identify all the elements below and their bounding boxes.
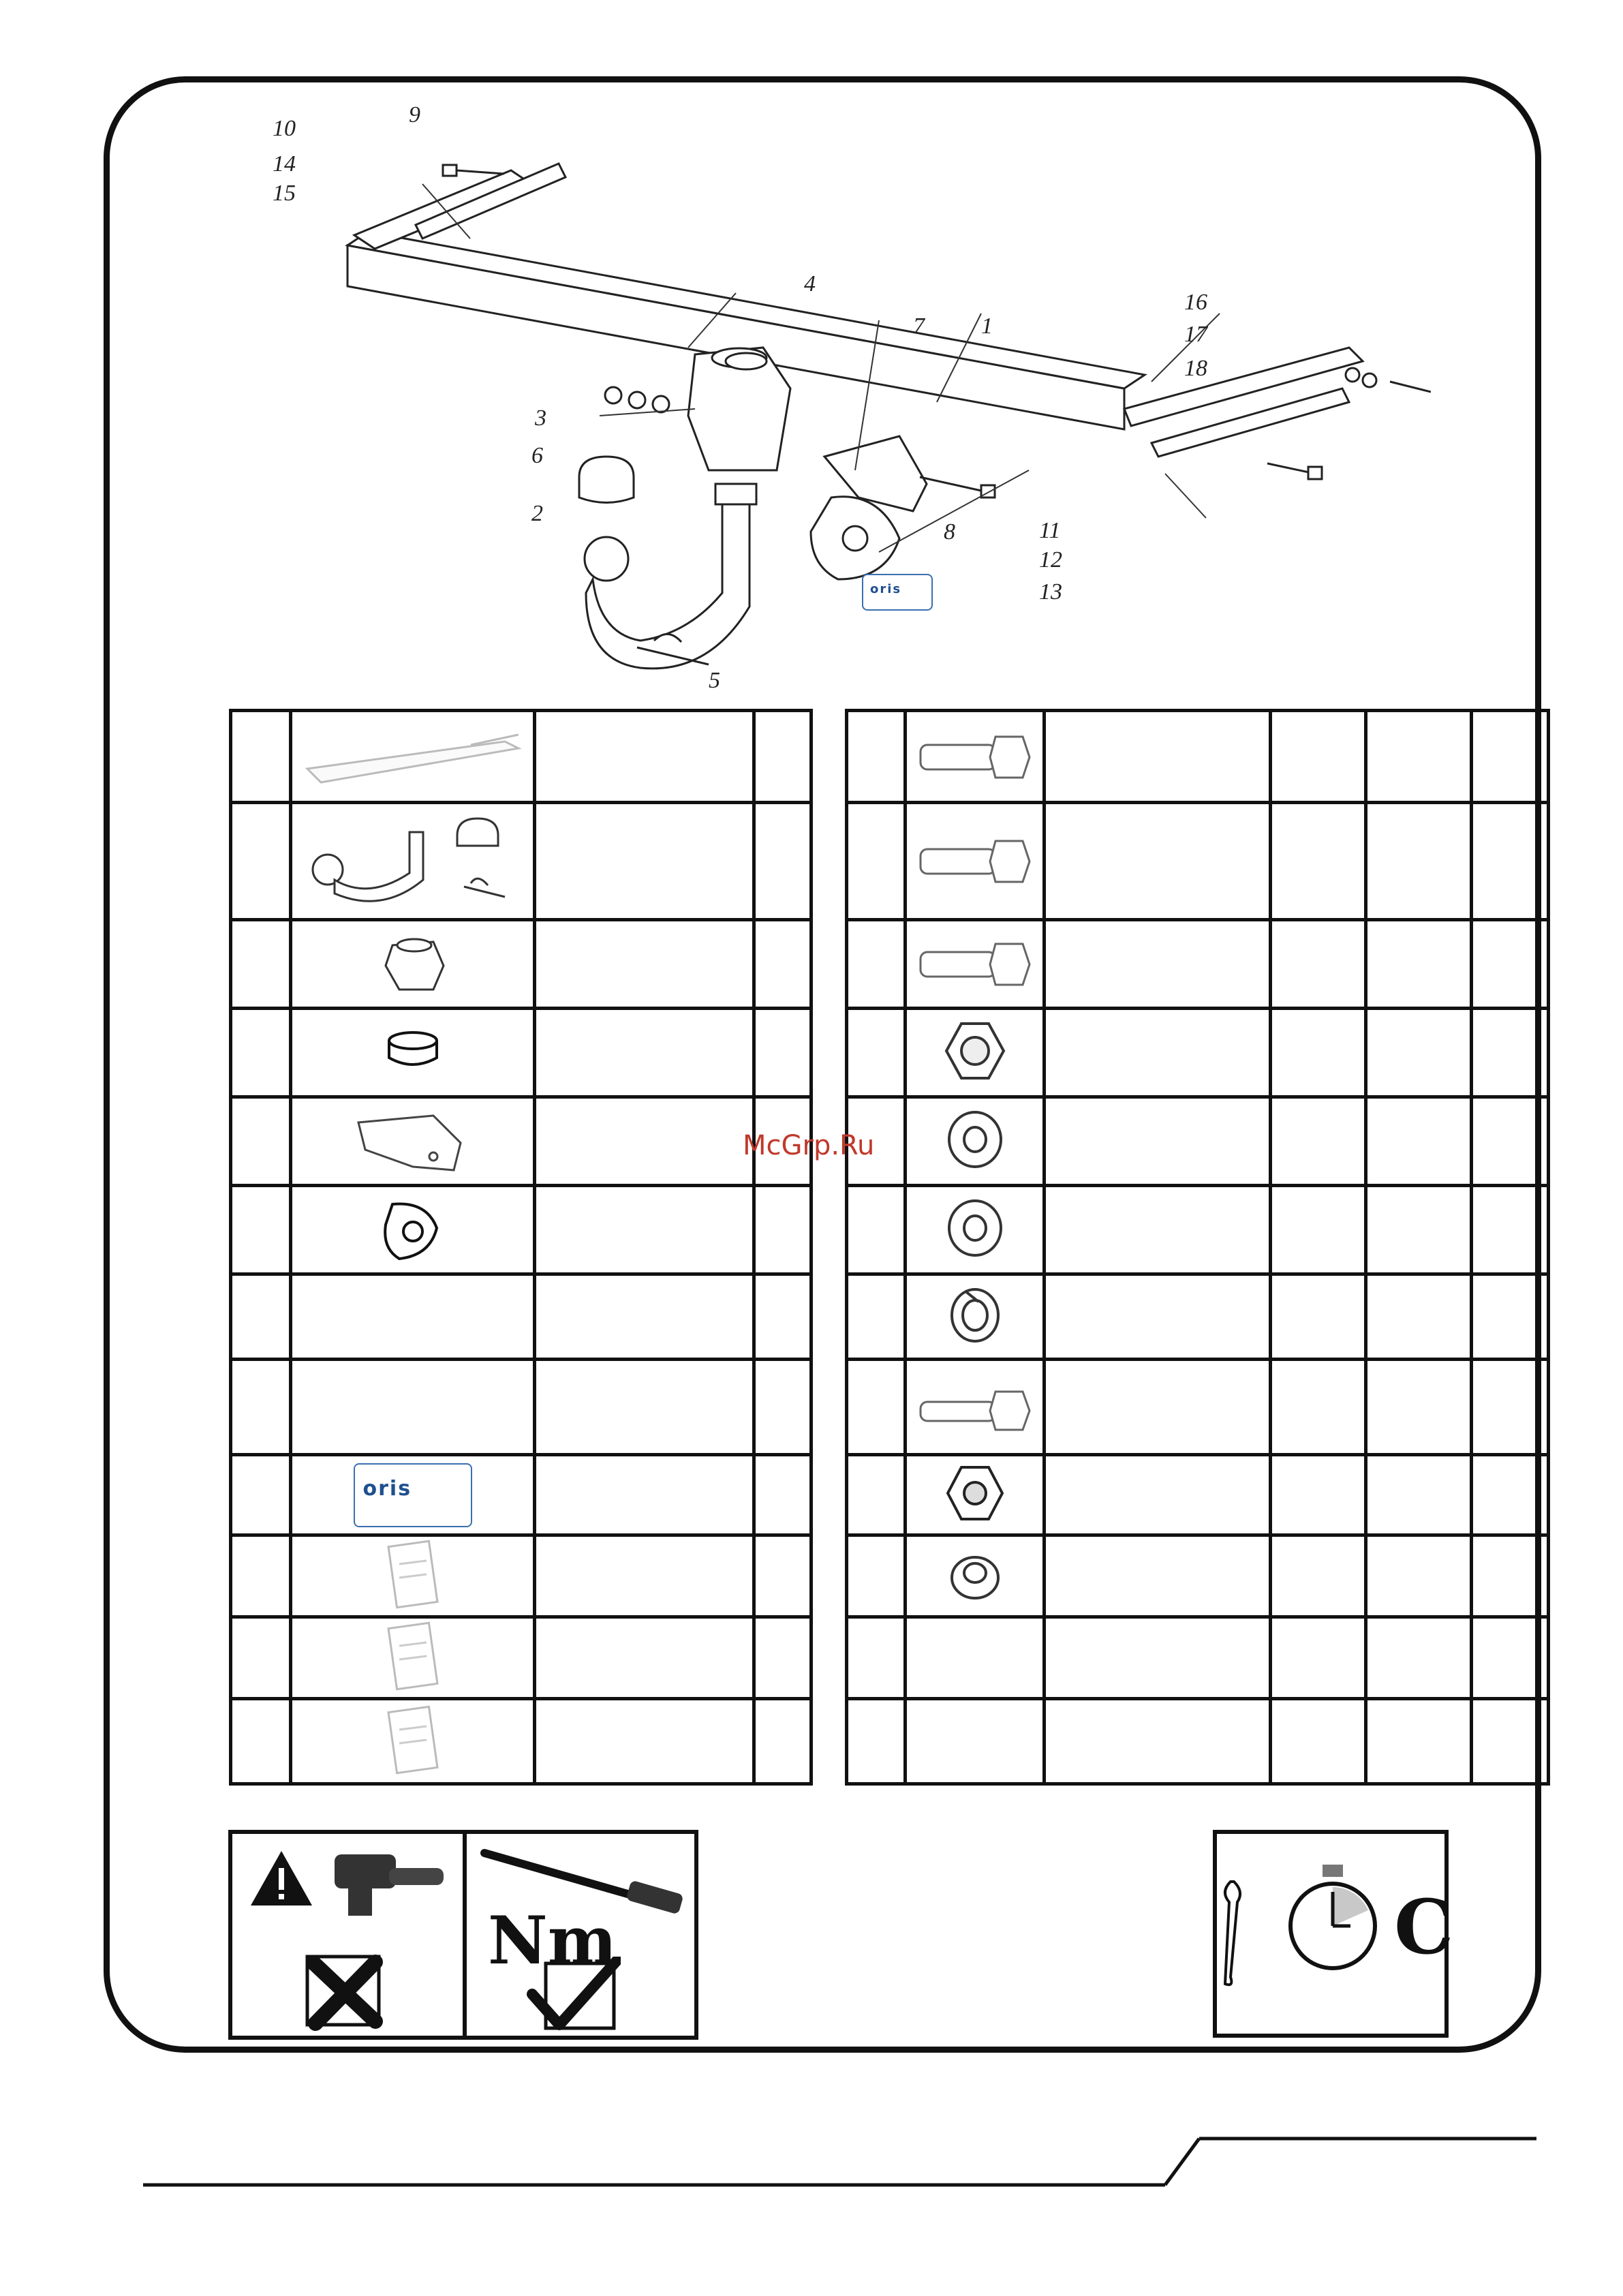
callout-3: 3 [535, 405, 546, 431]
table-row [231, 1617, 812, 1699]
callout-5: 5 [709, 668, 720, 693]
callout-14: 14 [273, 151, 296, 177]
manual-thumbnail [291, 1699, 535, 1784]
callout-8: 8 [944, 519, 955, 545]
warning-icon [247, 1848, 315, 1909]
table-row [847, 1009, 1549, 1097]
page-bottom-rule [143, 2119, 1540, 2201]
callout-4: 4 [804, 271, 816, 296]
torque-label: Nm [488, 1902, 617, 1979]
impact-wrench-icon [321, 1841, 457, 1923]
table-row [847, 1617, 1549, 1699]
manual-thumbnail [291, 1535, 535, 1617]
hex-nut-thumbnail [906, 1009, 1045, 1097]
table-row [231, 920, 812, 1009]
ball-cap [579, 457, 634, 503]
thick-washer-thumbnail [906, 1535, 1045, 1617]
manual-thumbnail [291, 1617, 535, 1699]
callout-13: 13 [1039, 579, 1062, 604]
table-row [231, 1360, 812, 1455]
callout-10: 10 [273, 116, 296, 141]
ball [585, 537, 628, 581]
left-arm [354, 170, 531, 249]
table-row [847, 1699, 1549, 1784]
table-row [231, 711, 812, 803]
socket-plate-thumbnail [291, 1186, 535, 1274]
table-row [847, 1455, 1549, 1535]
callout-16: 16 [1184, 290, 1207, 315]
bolt-short-thumbnail [906, 920, 1045, 1009]
watermark: McGrp.Ru [743, 1130, 875, 1161]
table-row [847, 711, 1549, 803]
callout-6: 6 [531, 443, 543, 468]
parts-table-left [229, 709, 813, 1786]
ball-neck-thumbnail [291, 803, 535, 920]
oris-card-thumbnail: oris [291, 1455, 535, 1535]
table-row [231, 1097, 812, 1186]
callout-2: 2 [531, 501, 543, 526]
stopwatch-icon [1285, 1861, 1380, 1970]
flat-washer-thumbnail [906, 1097, 1045, 1186]
bolt-thin-thumbnail [906, 1360, 1045, 1455]
table-row [231, 1009, 812, 1097]
receiver-thumbnail [291, 920, 535, 1009]
time-unit: C [1394, 1883, 1454, 1971]
lock-nut-thumbnail [906, 1455, 1045, 1535]
callout-18: 18 [1184, 356, 1207, 381]
right-arm [1124, 348, 1363, 426]
table-row [847, 1097, 1549, 1186]
table-row [231, 1535, 812, 1617]
table-row [847, 920, 1549, 1009]
callout-12: 12 [1039, 547, 1062, 572]
time-box [1213, 1830, 1454, 2038]
allowed-icon [525, 1957, 621, 2035]
tool-warning-box [228, 1830, 698, 2040]
table-row [847, 803, 1549, 920]
crossbeam-thumbnail [291, 711, 535, 803]
callout-7: 7 [913, 313, 925, 339]
callout-9: 9 [409, 102, 420, 127]
table-row [847, 1274, 1549, 1360]
table-row [231, 1699, 812, 1784]
table-row [847, 1535, 1549, 1617]
spring-washer-thumbnail [906, 1274, 1045, 1360]
table-row [231, 1274, 812, 1360]
table-row [231, 803, 812, 920]
bolt-medium-thumbnail [906, 803, 1045, 920]
bolt-long-thumbnail [906, 711, 1045, 803]
socket-bracket-thumbnail [291, 1097, 535, 1186]
table-row [231, 1186, 812, 1274]
bushing-thumbnail [291, 1009, 535, 1097]
wrench-icon [1217, 1875, 1251, 1991]
table-row [847, 1360, 1549, 1455]
diagram-oris-badge: oris [862, 574, 933, 611]
callout-17: 17 [1184, 322, 1207, 347]
callout-1: 1 [981, 313, 993, 339]
flat-washer-thumbnail [906, 1186, 1045, 1274]
callout-11: 11 [1039, 518, 1061, 543]
exploded-diagram [245, 89, 1431, 702]
table-row [847, 1186, 1549, 1274]
table-row [231, 1455, 812, 1535]
parts-table-right [845, 709, 1550, 1786]
not-allowed-icon [300, 1950, 389, 2032]
callout-15: 15 [273, 181, 296, 206]
